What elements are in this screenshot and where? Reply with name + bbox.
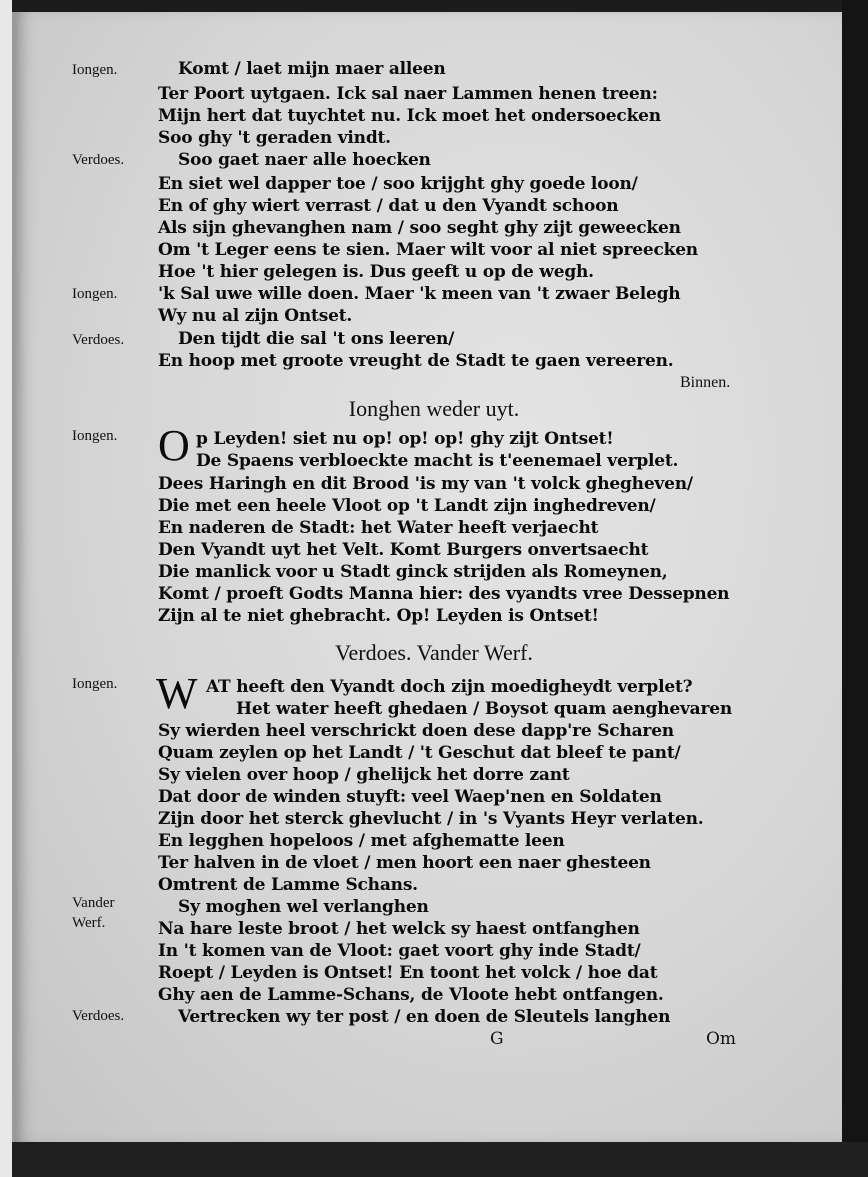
speaker-label: Vander [72,895,115,911]
verse-line: Den Vyandt uyt het Velt. Komt Burgers onvertsaecht [158,540,649,560]
signature-mark: G [490,1029,504,1049]
verse-line: Komt / laet mijn maer alleen [178,59,446,79]
verse-line: Wy nu al zijn Ontset. [158,306,353,326]
verse-line: Zijn al te niet ghebracht. Op! Leyden is Ontset! [158,606,599,626]
verse-line: Den tijdt die sal 't ons leeren/ [178,329,455,349]
section-heading: Verdoes. Vander Werf. [335,640,533,665]
verse-line: In 't komen van de Vloot: gaet voort ghy inde Stadt/ [158,941,641,961]
scan-edge-right [842,0,868,1177]
stage-direction: Binnen. [680,374,731,391]
book-gutter [0,0,12,1177]
verse-line: Sy moghen wel verlanghen [178,897,429,917]
verse-line: Quam zeylen op het Landt / 't Geschut dat bleef te pant/ [158,743,681,763]
speaker-label: Iongen. [72,286,118,302]
verse-line: En legghen hopeloos / met afghematte leen [158,831,565,851]
verse-line: Die manlick voor u Stadt ginck strijden als Romeynen, [158,562,668,582]
speaker-label: Verdoes. [72,152,125,168]
verse-line: Zijn door het sterck ghevlucht / in 's Vyants Heyr verlaten. [158,809,704,829]
verse-line: Sy wierden heel verschrickt doen dese dapp're Scharen [158,721,674,741]
verse-line: p Leyden! siet nu op! op! op! ghy zijt Ontset! [196,429,614,449]
verse-line: Dat door de winden stuyft: veel Waep'nen en Soldaten [158,787,662,807]
speaker-label: Iongen. [72,428,118,444]
verse-line: En siet wel dapper toe / soo krijght ghy goede loon/ [158,174,638,194]
verse-line: Na hare leste broot / het welck sy haest ontfanghen [158,919,640,939]
speaker-label: Iongen. [72,676,118,692]
verse-line: AT heeft den Vyandt doch zijn moedigheydt verplet? [206,677,693,697]
scan-edge-bottom [12,1142,868,1177]
verse-line: Het water heeft ghedaen / Boysot quam aenghevaren [236,699,733,719]
speaker-label: Verdoes. [72,1008,125,1024]
speaker-label: Werf. [72,915,106,931]
verse-line: Ter Poort uytgaen. Ick sal naer Lammen henen treen: [158,84,658,104]
verse-line: Hoe 't hier gelegen is. Dus geeft u op de wegh. [158,262,594,282]
verse-line: Omtrent de Lamme Schans. [158,875,418,895]
verse-line: Om 't Leger eens te sien. Maer wilt voor al niet spreecken [158,240,698,260]
verse-line: De Spaens verbloeckte macht is t'eenemael verplet. [196,451,679,471]
verse-line: Ter halven in de vloet / men hoort een naer ghesteen [158,853,651,873]
speaker-label: Verdoes. [72,332,125,348]
drop-cap: W [156,669,198,718]
verse-line: Sy vielen over hoop / ghelijck het dorre zant [158,765,570,785]
verse-line: Vertrecken wy ter post / en doen de Sleutels langhen [178,1007,671,1027]
verse-line: Die met een heele Vloot op 't Landt zijn inghedreven/ [158,496,656,516]
verse-line: En of ghy wiert verrast / dat u den Vyandt schoon [158,196,619,216]
verse-line: 'k Sal uwe wille doen. Maer 'k meen van 't zwaer Belegh [158,284,681,304]
verse-line: Ghy aen de Lamme-Schans, de Vloote hebt ontfangen. [158,985,664,1005]
verse-line: Dees Haringh en dit Brood 'is my van 't volck ghegheven/ [158,474,693,494]
verse-line: En naderen de Stadt: het Water heeft verjaecht [158,518,599,538]
verse-line: Komt / proeft Godts Manna hier: des vyandts vree Dessepnen [158,584,730,604]
speaker-label: Iongen. [72,62,118,78]
section-heading: Ionghen weder uyt. [348,396,520,421]
verse-line: Mijn hert dat tuychtet nu. Ick moet het ondersoecken [158,106,661,126]
catchword: Om [706,1029,737,1049]
verse-line: Soo ghy 't geraden vindt. [158,128,391,148]
drop-cap: O [158,421,190,470]
verse-line: Roept / Leyden is Ontset! En toont het volck / hoe dat [158,963,658,983]
verse-line: Soo gaet naer alle hoecken [178,150,431,170]
verse-line: En hoop met groote vreught de Stadt te gaen vereeren. [158,351,674,371]
verse-line: Als sijn ghevanghen nam / soo seght ghy zijt geweecken [158,218,681,238]
